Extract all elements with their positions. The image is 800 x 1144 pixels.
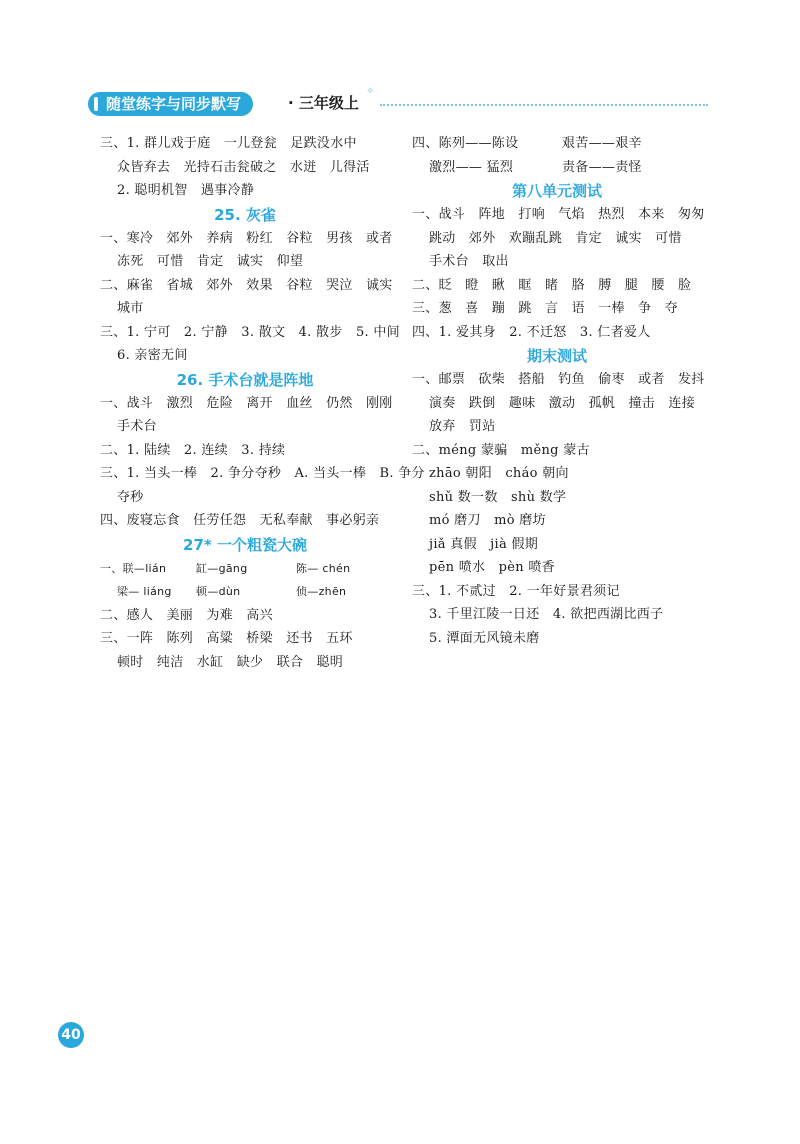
pinyin-line: shǔ 数一数 shù 数学 [429,489,567,505]
answer-line: 3. 千里江陵一日还 4. 欲把西湖比西子 [429,607,664,622]
answer-line: 四、废寝忘食 任劳任怨 无私奉献 事必躬亲 [100,513,380,528]
answer-line: 三、葱 喜 蹦 跳 言 语 一棒 争 夺 [412,301,679,316]
answer-line: 三、1. 宁可 2. 宁静 3. 散文 4. 散步 5. 中间 [100,324,400,340]
right-column [412,132,705,650]
answer-line [412,132,702,156]
answer-line [412,156,702,180]
word-pair: 四、陈列——陈设 [412,136,519,151]
header-grade: · 三年级上 [288,94,359,112]
answer-line: 手术台 取出 [429,254,509,269]
pinyin-line: jiǎ 真假 jià 假期 [429,536,539,552]
pinyin-item: 陈— chén [296,561,351,575]
pinyin-line: 二、méng 蒙骗 měng 蒙古 [412,442,590,458]
header-dotted-rule [380,104,708,106]
answer-line: 三、1. 当头一棒 2. 争分夺秒 A. 当头一棒 B. 争分 [100,466,425,481]
pinyin-item: 梁— liáng [117,585,172,598]
section-heading-unit8: 第八单元测试 [511,182,602,200]
page-header [88,86,708,118]
answer-line: 一、邮票 砍柴 搭船 钓鱼 偷枣 或者 发抖 [412,372,705,387]
section-heading-27: 27* 一个粗瓷大碗 [183,535,307,554]
answer-line: 二、麻雀 省城 郊外 效果 谷粒 哭泣 诚实 [100,277,393,293]
answer-line: 顿时 纯洁 水缸 缺少 联合 聪明 [117,654,344,670]
pinyin-line: zhāo 朝阳 cháo 朝向 [429,466,569,481]
answer-line: 一、战斗 激烈 危险 离开 血丝 仍然 刚刚 [100,395,393,411]
word-pair: 激烈—— 猛烈 [429,159,514,175]
answer-line: 一、寒冷 郊外 养病 粉红 谷粒 男孩 或者 [100,230,393,246]
answer-line: 演奏 跌倒 趣味 激动 孤帆 撞击 连接 [429,395,696,411]
pinyin-item: 侦—zhēn [296,585,347,598]
answer-line: 众皆弃去 光持石击瓮破之 水迸 儿得活 [117,159,370,175]
answer-line: 6. 亲密无间 [117,348,188,363]
answer-line: 城市 [117,301,144,316]
answer-line: 二、感人 美丽 为难 高兴 [100,607,273,623]
word-pair: 艰苦——艰辛 [562,136,642,151]
page-number: 40 [58,1022,84,1048]
word-pair: 责备——责怪 [562,159,642,175]
pinyin-line [100,580,390,604]
answer-line: 放弃 罚站 [429,419,496,434]
left-column [100,132,425,674]
answer-line: 二、1. 陆续 2. 连续 3. 持续 [100,442,286,458]
answer-line: 手术台 [117,419,157,434]
answer-line: 5. 潭面无风镜未磨 [429,630,540,646]
pinyin-line: pēn 喷水 pèn 喷香 [429,560,555,575]
answer-line: 2. 聪明机智 遇事冷静 [117,183,255,198]
pinyin-item: 缸—gāng [196,561,248,575]
pinyin-item: 一、联—lián [100,561,167,575]
answer-line: 三、1. 群儿戏于庭 一儿登瓮 足跌没水中 [100,136,357,151]
section-heading-25: 25. 灰雀 [214,205,276,224]
answer-line: 四、1. 爱其身 2. 不迁怒 3. 仁者爱人 [412,324,651,340]
section-heading-final: 期末测试 [526,347,587,365]
sparkle-icon: ✧ [366,86,375,97]
header-title: 随堂练字与同步默写 [88,92,253,116]
answer-line: 三、一阵 陈列 高粱 桥梁 还书 五环 [100,631,353,646]
section-heading-26: 26. 手术台就是阵地 [176,370,314,389]
pinyin-line: mó 磨刀 mò 磨坊 [429,513,546,528]
pinyin-line [100,557,390,581]
pinyin-item: 顿—dùn [196,585,241,598]
answer-line: 跳动 郊外 欢蹦乱跳 肯定 诚实 可惜 [429,230,682,246]
answer-line: 二、眨 瞪 瞅 眶 睹 胳 膊 腿 腰 脸 [412,277,692,293]
answer-line: 一、战斗 阵地 打响 气焰 热烈 本来 匆匆 [412,207,705,222]
answer-line: 三、1. 不贰过 2. 一年好景君须记 [412,583,620,599]
answer-line: 冻死 可惜 肯定 诚实 仰望 [117,254,304,269]
answer-line: 夺秒 [117,489,144,505]
